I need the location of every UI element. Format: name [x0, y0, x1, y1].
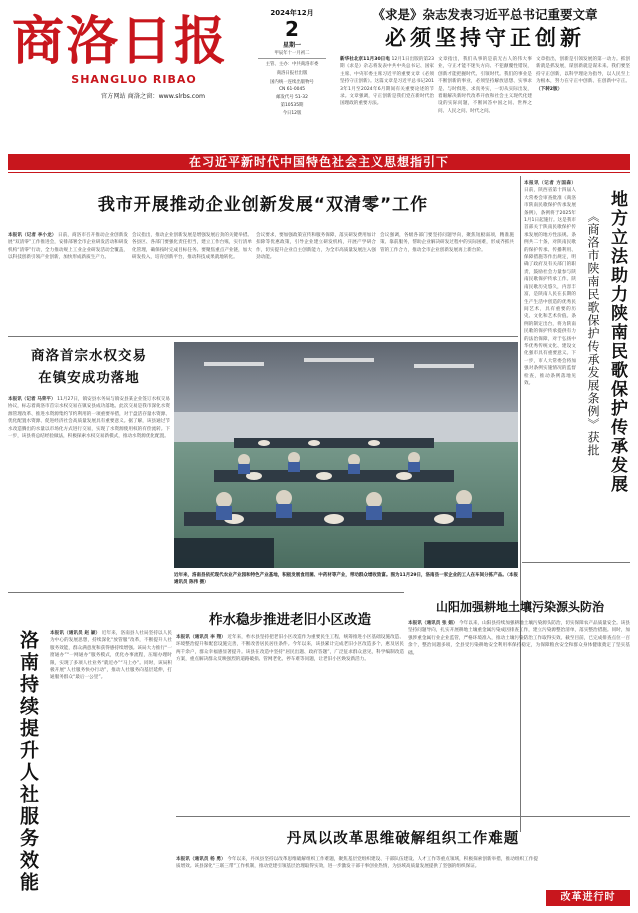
newspaper-title: 商洛日报	[12, 11, 229, 72]
continued-note: （下转2版）	[536, 86, 563, 92]
publisher: 主管、主办：中共商洛市委	[265, 62, 319, 67]
lead-byline: 本报讯（记者 李小龙）	[8, 233, 57, 238]
top-story-headline: 必须坚持守正创新	[385, 26, 585, 50]
factory-photo-art	[174, 342, 518, 568]
top-story-body-mid: 文章指出，我们从事的是前无古人的伟大事业，守正才能不迷失方向、不犯颠覆性错误，创新才能把握时代、引领时代。我们的事业是不断创新的事业，必须坚持解放思想、实事求是、与时俱进、求真务实，一切从实际出发，着眼解决新时代改革开放和社会主义现代化建设的实际问题，不断回答中国之问、世界之问、人民之问、时代之问。	[438, 57, 532, 114]
shanyang-body: 本报讯（通讯员 张 娟） 今年以来，山阳县持续加强耕地土壤污染源头防治，切实保障农产品质量安全。该县坚持问题导向，扎实开展耕地土壤重金属污染成因排查工作，建立污染源整治清单，落实整治措施。同时，加强涉重金属行业企业监管，严格环境准入，推动土壤污染防治工作取得实效。截至目前，已完成排查点位一百余个，整治问题多项，全县受污染耕地安全利用率保持稳定，为保障粮食安全和群众身体健康奠定了坚实基础。	[408, 621, 630, 656]
issue-number: 第10535期	[280, 103, 304, 108]
reform-tag	[546, 890, 630, 906]
lead-col-3: 会议要求，要加强政策宣传和服务保障，落实研发费用加计扣除等优惠政策，引导企业建立研发机构，开展产学研合作，切实提升企业自主创新能力，为全市高质量发展注入强劲动能。	[256, 233, 376, 261]
danfeng-body: 本报讯（通讯员 杨 勇） 今年以来，丹凤县坚持以改革思维破解组织工作难题，聚焦基层党组织建设、干部队伍建设、人才工作等重点领域，积极探索创新举措，推动组织工作提质增效。该县深化“三联三带”工作机制，推动党建引领基层治理取得实效，进一步激发干部干事创业热情，为县域高质量发展提供了坚强的组织保证。	[176, 857, 538, 870]
top-story	[340, 6, 630, 114]
legal-body: 本报讯（记者 方国森） 日前，陕西省第十四届人大常委会审查批准《商洛市陕南民歌保护传承发展条例》，条例将于2025年1月1日起施行。这是我市首部关于陕南民歌保护传承发展的地方性法规。条例共二十条，对陕南民歌的保护传承、传播利用、保障措施等作出规定，明确了政府及有关部门的职责，鼓励社会力量参与陕南民歌保护传承工作。陕南民歌历史悠久，内容丰富，是陕南人民在长期的生产生活中创造的优秀民间艺术，具有重要的历史、文化和艺术价值。条例的制定出台，将为陕南民歌的保护传承提供有力的法治保障，对于弘扬中华优秀传统文化、建设文化强市具有重要意义。下一步，市人大常委会将加强对条例实施情况的监督检查，推动条例落地见效。	[524, 181, 576, 386]
postal-code: 邮发代号 51-32	[276, 95, 308, 100]
luonan-body: 本报讯（通讯员 赵 颖） 近年来，洛南县人社局坚持以人民为中心的发展思想，持续深化“放管服”改革，不断提升人社服务效能，群众满意度和获得感持续增强。该局大力推行“一窗通办”“一网通办”服务模式，优化办事流程，压缩办理时限，实现了多项人社业务“就近办”“马上办”。同时，该局积极开展“人社服务快办行动”，推动人社服务向基层延伸，打通服务群众“最后一公里”。	[50, 631, 172, 681]
water-headline-2: 在镇安成功落地	[38, 370, 140, 386]
masthead	[8, 6, 630, 116]
legal-byline: 本报讯（记者 方国森）	[524, 181, 576, 186]
water-byline: 本报讯（记者 马荣平）	[8, 397, 56, 402]
lead-headline: 我市开展推动企业创新发展“双清零”工作	[97, 195, 429, 215]
water-body: 本报讯（记者 马荣平） 11月27日，镇安县水务局与镇安县某企业签订水权交易协议，标志着商洛市首宗水权交易在镇安县成功落地。此次交易是我市深化水资源管理改革、推进水资源集约节约利用的一项重要举措，对于盘活存量水资源、优化配置水资源、促进经济社会高质量发展具有重要意义。据了解，该县通过节水改造腾出的水量以市场化方式进行交易，实现了水资源使用权的有偿流转。下一步，该县将总结经验做法，积极探索水权交易新模式，推动水资源优化配置。	[8, 397, 170, 440]
official-site[interactable]: 官方网站 商洛之窗：www.slrbs.com	[100, 93, 206, 100]
shanyang-headline: 山阳加强耕地土壤污染源头防治	[435, 600, 604, 614]
community-body: 本报讯（通讯员 李 翔） 近年来，柞水县坚持把老旧小区改造作为重要民生工程，统筹推进小区基础设施改造、环境整治提升和配套设施完善，不断改善居民居住条件。今年以来，该县累计完成老旧小区改造多个，惠及居民两千余户，群众幸福感显著提升。该县在改造中坚持“居民出题、政府答题”，广泛征求群众意见，科学编制改造方案，重点解决群众反映强烈的道路破损、管网老化、停车难等问题，让老旧小区焕发新活力。	[176, 635, 404, 663]
date-day: 2	[285, 17, 299, 41]
luonan-headline: 洛南持续提升人社服务效能	[17, 630, 39, 894]
water-headline-1: 商洛首宗水权交易	[31, 348, 147, 364]
cn-number: CN 61-0045	[278, 87, 306, 92]
danfeng-byline: 本报讯（通讯员 杨 勇）	[176, 857, 226, 862]
legal-subhead: 《商洛市陕南民歌保护传承发展条例》获批	[586, 210, 600, 457]
date-box	[252, 8, 332, 116]
reform-tag-text: 改革进行时	[560, 892, 616, 903]
cn-code-label: 国内统一连续出版物号	[270, 80, 314, 85]
publisher-house: 商洛日报社出版	[276, 71, 308, 76]
lead-col-1: 本报讯（记者 李小龙） 日前，商洛市召开推动企业创新发展“双清零”工作推进会，安排部署全市企业研发活动和研发机构“清零”行动，全力推动规上工业企业研发活动全覆盖，以科技创新引领产业创新，加快形成新质生产力。	[8, 233, 128, 261]
community-byline: 本报讯（通讯员 李 翔）	[176, 635, 226, 640]
danfeng-headline: 丹凤以改革思维破解组织工作难题	[286, 831, 520, 847]
banner-text: 在习近平新时代中国特色社会主义思想指引下	[188, 155, 449, 169]
newspaper-pinyin: SHANGLUO RIBAO	[71, 73, 197, 86]
top-story-kicker: 《求是》杂志发表习近平总书记重要文章	[372, 7, 598, 22]
date-year-month: 2024年12月	[270, 9, 314, 17]
photo-caption: 近年来，洛南县依托现代农业产业园和特色产业基地，积极发展食用菌、中药材等产业，带动群众增收致富。图为11月29日，洛南县一家企业的工人在车间分拣产品。（本报通讯员 陈伟 摄）	[174, 573, 518, 585]
community-headline: 柞水稳步推进老旧小区改造	[209, 612, 371, 628]
legal-headline: 地方立法助力陕南民歌保护传承发展	[607, 190, 627, 494]
top-story-dateline: 新华社北京11月30日电	[340, 57, 390, 62]
lead-col-4: 会议强调，各级各部门要坚持问题导向，聚焦短板弱项，精准施策、靠前服务，帮助企业解决研发过程中的实际困难，形成齐抓共管的工作合力，推动全市企业创新发展再上新台阶。	[380, 233, 514, 253]
top-story-body-left: 新华社北京11月30日电 12月1日出版的第23期《求是》杂志将发表中共中央总书记、国家主席、中央军委主席习近平的重要文章《必须坚持守正创新》。这篇文章是习近平总书记2013年1月至2024年6月期间有关重要论述的节录。文章强调，守正创新是我们党在新时代治国理政的重要方法。	[340, 57, 434, 107]
date-weekday: 星期一	[282, 42, 301, 49]
top-story-body-right: 文章指出，创新是引领发展的第一动力。抓创新就是抓发展，谋创新就是谋未来。我们要坚持守正创新，以科学理论为指导，以人民至上为根本，努力在守正中创新、在创新中守正。 （下转2版）	[536, 57, 630, 92]
shanyang-byline: 本报讯（通讯员 张 娟）	[408, 621, 458, 626]
date-lunar: 甲辰年十一月初二	[274, 51, 310, 56]
factory-photo	[174, 342, 518, 568]
luonan-byline: 本报讯（通讯员 赵 颖）	[50, 631, 101, 636]
page-count: 今日12版	[282, 111, 302, 116]
lead-col-2: 会议指出，推动企业创新发展是增强发展后劲的关键举措。各县区、各部门要强化责任担当，建立工作台账，实行清单化管理，确保按时完成目标任务。要聚焦重点产业链，加大研发投入，培育创新平台，推动科技成果就地转化。	[132, 233, 252, 261]
